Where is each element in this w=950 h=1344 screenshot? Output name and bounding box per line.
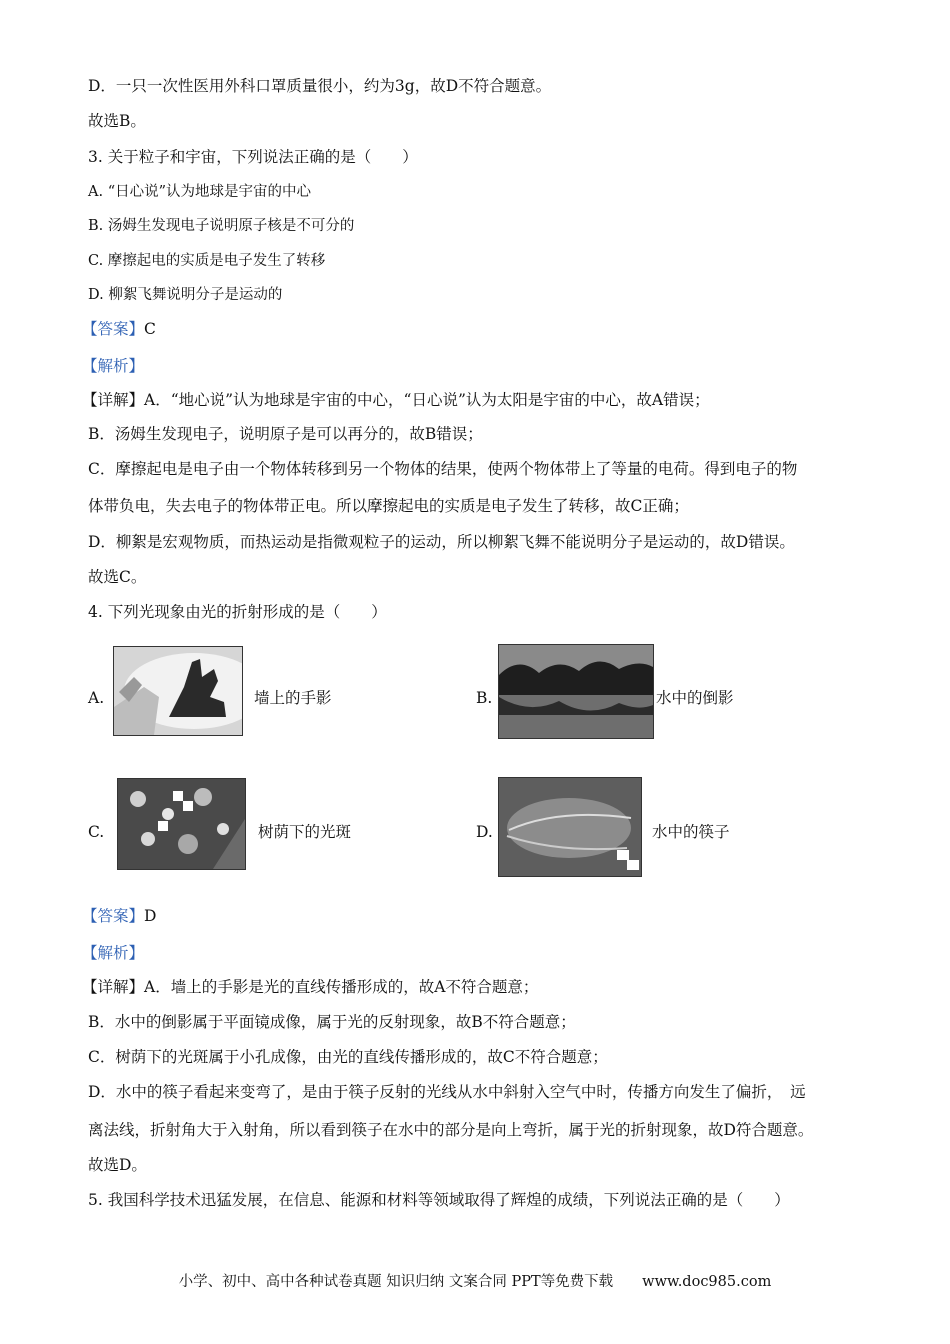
q3-detail-c1: C．摩擦起电是电子由一个物体转移到另一个物体的结果，使两个物体带上了等量的电荷。得到电子的物 (88, 460, 798, 478)
q3-analysis-tag: 【解析】 (82, 357, 145, 375)
q4-stem: 4. 下列光现象由光的折射形成的是（ ） (88, 603, 387, 621)
q3-option-a: A. “日心说”认为地球是宇宙的中心 (88, 184, 312, 200)
q4-option-a-caption: 墙上的手影 (254, 689, 332, 707)
q4-option-b-label: B. (476, 689, 493, 707)
q4-analysis-tag: 【解析】 (82, 944, 145, 962)
q4-option-d-caption: 水中的筷子 (652, 823, 730, 841)
q4-answer (82, 906, 156, 926)
answer-tag: 【答案】 (82, 320, 145, 338)
q3-option-d: D. 柳絮飞舞说明分子是运动的 (88, 287, 283, 303)
q3-answer (82, 319, 156, 339)
page-footer: 小学、初中、高中各种试卷真题 知识归纳 文案合同 PPT等免费下载 www.doc985.com (178, 1274, 772, 1290)
hand-shadow-image (113, 646, 243, 736)
q3-option-c: C. 摩擦起电的实质是电子发生了转移 (88, 253, 326, 269)
q3-detail-c2: 体带负电，失去电子的物体带正电。所以摩擦起电的实质是电子发生了转移，故C正确； (88, 497, 689, 515)
detail-tag: 【详解】 (82, 978, 145, 996)
q4-answer-choice: 故选D。 (88, 1156, 147, 1174)
chopsticks-image (498, 777, 642, 877)
reflection-image (498, 644, 654, 739)
q5-stem: 5. 我国科学技术迅猛发展，在信息、能源和材料等领域取得了辉煌的成绩，下列说法正确的是（ ） (88, 1191, 790, 1209)
q3-stem: 3. 关于粒子和宇宙，下列说法正确的是（ ） (88, 148, 418, 166)
q4-option-b-caption: 水中的倒影 (656, 689, 734, 707)
q4-detail-b: B．水中的倒影属于平面镜成像，属于光的反射现象，故B不符合题意； (88, 1013, 576, 1031)
q3-detail-a (82, 390, 710, 410)
detail-text: A．墙上的手影是光的直线传播形成的，故A不符合题意； (144, 978, 539, 996)
detail-tag: 【详解】 (82, 391, 145, 409)
q2-option-d-explanation: D．一只一次性医用外科口罩质量很小，约为3g，故D不符合题意。 (88, 77, 552, 95)
answer-value: D (144, 907, 157, 925)
q4-option-d-label: D. (476, 823, 493, 841)
q4-detail-d1: D．水中的筷子看起来变弯了，是由于筷子反射的光线从水中斜射入空气中时，传播方向发生了偏折， 远 (88, 1083, 806, 1101)
q4-detail-c: C．树荫下的光斑属于小孔成像，由光的直线传播形成的，故C不符合题意； (88, 1048, 608, 1066)
answer-tag: 【答案】 (82, 907, 145, 925)
q3-answer-choice: 故选C。 (88, 568, 147, 586)
q2-answer-choice: 故选B。 (88, 112, 146, 130)
light-spots-image (117, 778, 246, 870)
q4-detail-d2: 离法线，折射角大于入射角，所以看到筷子在水中的部分是向上弯折，属于光的折射现象，故D符合题意。 (88, 1121, 814, 1139)
q3-detail-d: D．柳絮是宏观物质，而热运动是指微观粒子的运动，所以柳絮飞舞不能说明分子是运动的，故D错误。 (88, 533, 795, 551)
q3-detail-b: B．汤姆生发现电子，说明原子是可以再分的，故B错误； (88, 425, 483, 443)
q3-option-b: B. 汤姆生发现电子说明原子核是不可分的 (88, 218, 355, 234)
q4-option-a-label: A. (88, 689, 105, 707)
answer-value: C (144, 320, 156, 338)
detail-text: A．“地心说”认为地球是宇宙的中心，“日心说”认为太阳是宇宙的中心，故A错误； (144, 391, 710, 409)
q4-option-c-caption: 树荫下的光斑 (258, 823, 352, 841)
q4-option-c-label: C. (88, 823, 105, 841)
q4-detail-a (82, 977, 538, 997)
